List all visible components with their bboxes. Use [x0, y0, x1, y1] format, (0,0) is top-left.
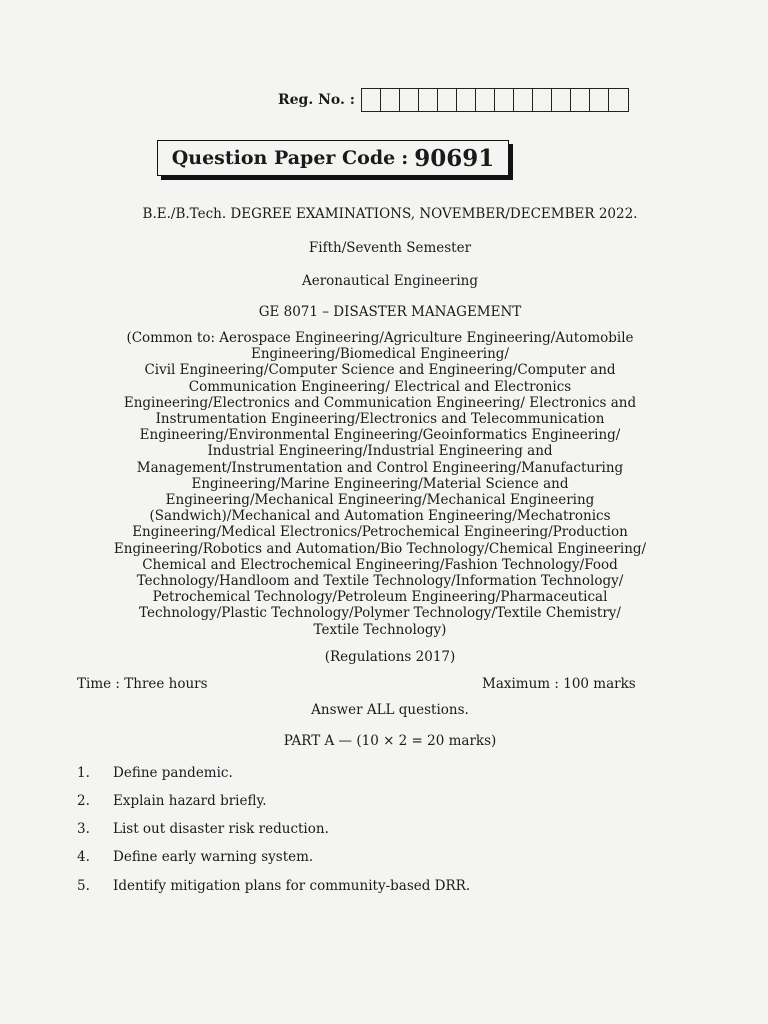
common-to-line: Engineering/Marine Engineering/Material Science and	[191, 475, 569, 492]
common-to-line: Engineering/Electronics and Communication Engineering/ Electronics and	[123, 394, 637, 411]
reg-digit-box	[514, 89, 533, 111]
paper-code-number: 90691	[414, 144, 495, 172]
question-text: Define pandemic.	[113, 765, 233, 781]
reg-digit-box	[457, 89, 476, 111]
reg-digit-box	[590, 89, 609, 111]
question-text: List out disaster risk reduction.	[113, 821, 329, 837]
common-to-line: Technology/Plastic Technology/Polymer Technology/Textile Chemistry/	[139, 605, 621, 622]
question-text: Define early warning system.	[113, 849, 314, 865]
question-paper-code-box	[157, 140, 509, 176]
common-to-line: Textile Technology)	[313, 621, 447, 638]
regulations: (Regulations 2017)	[324, 649, 456, 665]
common-to-line: Engineering/Medical Electronics/Petrochemical Engineering/Production	[132, 524, 628, 541]
question-number: 1.	[77, 765, 90, 781]
reg-digit-box	[533, 89, 552, 111]
question-item	[77, 821, 329, 837]
question-number: 4.	[77, 849, 90, 865]
common-to-line: Engineering/Biomedical Engineering/	[250, 346, 509, 363]
instruction: Answer ALL questions.	[311, 702, 469, 718]
question-number: 5.	[77, 878, 90, 894]
course-title: GE 8071 – DISASTER MANAGEMENT	[258, 304, 522, 320]
reg-digit-box	[495, 89, 514, 111]
question-text: Identify mitigation plans for community-based DRR.	[113, 878, 471, 894]
common-to-line: Chemical and Electrochemical Engineering/Fashion Technology/Food	[142, 556, 618, 573]
reg-number-boxes	[361, 88, 629, 112]
question-number: 2.	[77, 793, 90, 809]
paper-code-label: Question Paper Code	[171, 147, 396, 169]
question-number: 3.	[77, 821, 90, 837]
reg-digit-box	[419, 89, 438, 111]
common-to-line: Engineering/Robotics and Automation/Bio Technology/Chemical Engineering/	[113, 540, 647, 557]
reg-digit-box	[362, 89, 381, 111]
department: Aeronautical Engineering	[301, 273, 478, 289]
maximum-marks: Maximum : 100 marks	[482, 676, 636, 692]
time-duration: Time : Three hours	[77, 676, 208, 692]
question-item	[77, 765, 233, 781]
common-to-line: Communication Engineering/ Electrical and Electronics	[188, 378, 572, 395]
semester: Fifth/Seventh Semester	[308, 240, 472, 256]
question-text: Explain hazard briefly.	[113, 793, 267, 809]
question-item	[77, 878, 470, 894]
common-to-line: Industrial Engineering/Industrial Engineering and	[207, 443, 553, 460]
paper-code-separator: :	[401, 147, 409, 169]
common-to-list	[80, 330, 680, 638]
reg-digit-box	[476, 89, 495, 111]
question-item	[77, 849, 313, 865]
common-to-line: Technology/Handloom and Textile Technology/Information Technology/	[136, 573, 624, 590]
common-to-line: Management/Instrumentation and Control Engineering/Manufacturing	[136, 459, 624, 476]
reg-digit-box	[571, 89, 590, 111]
register-number	[278, 88, 629, 112]
reg-digit-box	[609, 89, 628, 111]
exam-title: B.E./B.Tech. DEGREE EXAMINATIONS, NOVEMBER/DECEMBER 2022.	[142, 206, 638, 222]
reg-digit-box	[552, 89, 571, 111]
part-a-heading: PART A — (10 × 2 = 20 marks)	[283, 733, 497, 749]
reg-digit-box	[381, 89, 400, 111]
reg-digit-box	[400, 89, 419, 111]
common-to-line: Petrochemical Technology/Petroleum Engineering/Pharmaceutical	[152, 589, 608, 606]
question-item	[77, 793, 267, 809]
common-to-line: Engineering/Mechanical Engineering/Mechanical Engineering	[165, 492, 595, 509]
common-to-line: Instrumentation Engineering/Electronics and Telecommunication	[155, 411, 605, 428]
common-to-line: (Common to: Aerospace Engineering/Agriculture Engineering/Automobile	[126, 330, 634, 346]
common-to-line: Civil Engineering/Computer Science and Engineering/Computer and	[144, 362, 616, 379]
reg-digit-box	[438, 89, 457, 111]
common-to-line: Engineering/Environmental Engineering/Geoinformatics Engineering/	[139, 427, 621, 444]
reg-label: Reg. No. :	[278, 92, 355, 108]
common-to-line: (Sandwich)/Mechanical and Automation Engineering/Mechatronics	[149, 508, 611, 525]
